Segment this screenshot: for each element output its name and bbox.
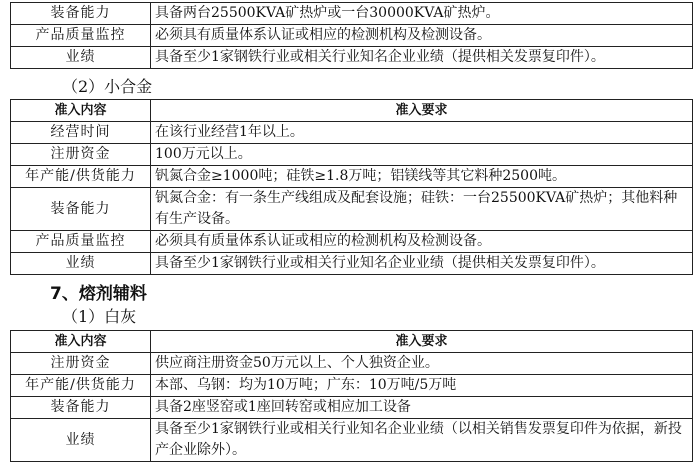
row-key: 年产能/供货能力 [11, 375, 151, 397]
row-key: 装备能力 [11, 3, 151, 25]
row-key: 注册资金 [11, 353, 151, 375]
table-row [11, 166, 693, 188]
row-value: 供应商注册资金50万元以上、个人独资企业。 [151, 353, 693, 375]
section-title-flux: 7、熔剂辅料 [50, 284, 147, 304]
table-top [10, 2, 693, 69]
table-row [11, 397, 693, 419]
table-row [11, 188, 693, 231]
row-value: 具备两台25500KVA矿热炉或一台30000KVA矿热炉。 [151, 3, 693, 25]
row-value: 在该行业经营1年以上。 [151, 122, 693, 144]
header-requirement: 准入要求 [151, 100, 693, 122]
row-key: 业绩 [11, 47, 151, 69]
row-value: 钒氮合金：有一条生产线组成及配套设施；硅铁：一台25500KVA矿热炉；其他料种有生产设备。 [151, 188, 693, 231]
row-value: 具备至少1家钢铁行业或相关行业知名企业业绩（以相关销售发票复印件为依据，新投产企业除外）。 [151, 419, 693, 462]
header-requirement: 准入要求 [151, 331, 693, 353]
table-row [11, 3, 693, 25]
row-value: 必须具有质量体系认证或相应的检测机构及检测设备。 [151, 25, 693, 47]
row-key: 装备能力 [11, 397, 151, 419]
subsection-title-lime: （1）白灰 [62, 307, 137, 326]
table-row [11, 47, 693, 69]
table-row [11, 419, 693, 462]
header-content: 准入内容 [11, 331, 151, 353]
table-header-row [11, 100, 693, 122]
table-row [11, 122, 693, 144]
row-value: 具备至少1家钢铁行业或相关行业知名企业业绩（提供相关发票复印件）。 [151, 253, 693, 275]
table-row [11, 353, 693, 375]
table-row [11, 253, 693, 275]
row-value: 具备2座竖窑或1座回转窑或相应加工设备 [151, 397, 693, 419]
row-value: 具备至少1家钢铁行业或相关行业知名企业业绩（提供相关发票复印件）。 [151, 47, 693, 69]
subsection-title-alloy: （2）小合金 [62, 77, 153, 96]
row-value: 必须具有质量体系认证或相应的检测机构及检测设备。 [151, 231, 693, 253]
row-key: 经营时间 [11, 122, 151, 144]
table-header-row [11, 331, 693, 353]
row-key: 年产能/供货能力 [11, 166, 151, 188]
table-row [11, 375, 693, 397]
row-key: 产品质量监控 [11, 231, 151, 253]
row-value: 本部、乌钢：均为10万吨；广东：10万吨/5万吨 [151, 375, 693, 397]
header-content: 准入内容 [11, 100, 151, 122]
row-key: 业绩 [11, 419, 151, 462]
row-value: 钒氮合金≥1000吨；硅铁≥1.8万吨；铝镁线等其它料种2500吨。 [151, 166, 693, 188]
table-row [11, 25, 693, 47]
row-key: 装备能力 [11, 188, 151, 231]
table-row [11, 144, 693, 166]
table-row [11, 231, 693, 253]
table-alloy [10, 99, 693, 275]
row-value: 100万元以上。 [151, 144, 693, 166]
row-key: 产品质量监控 [11, 25, 151, 47]
table-lime [10, 330, 693, 462]
row-key: 业绩 [11, 253, 151, 275]
row-key: 注册资金 [11, 144, 151, 166]
